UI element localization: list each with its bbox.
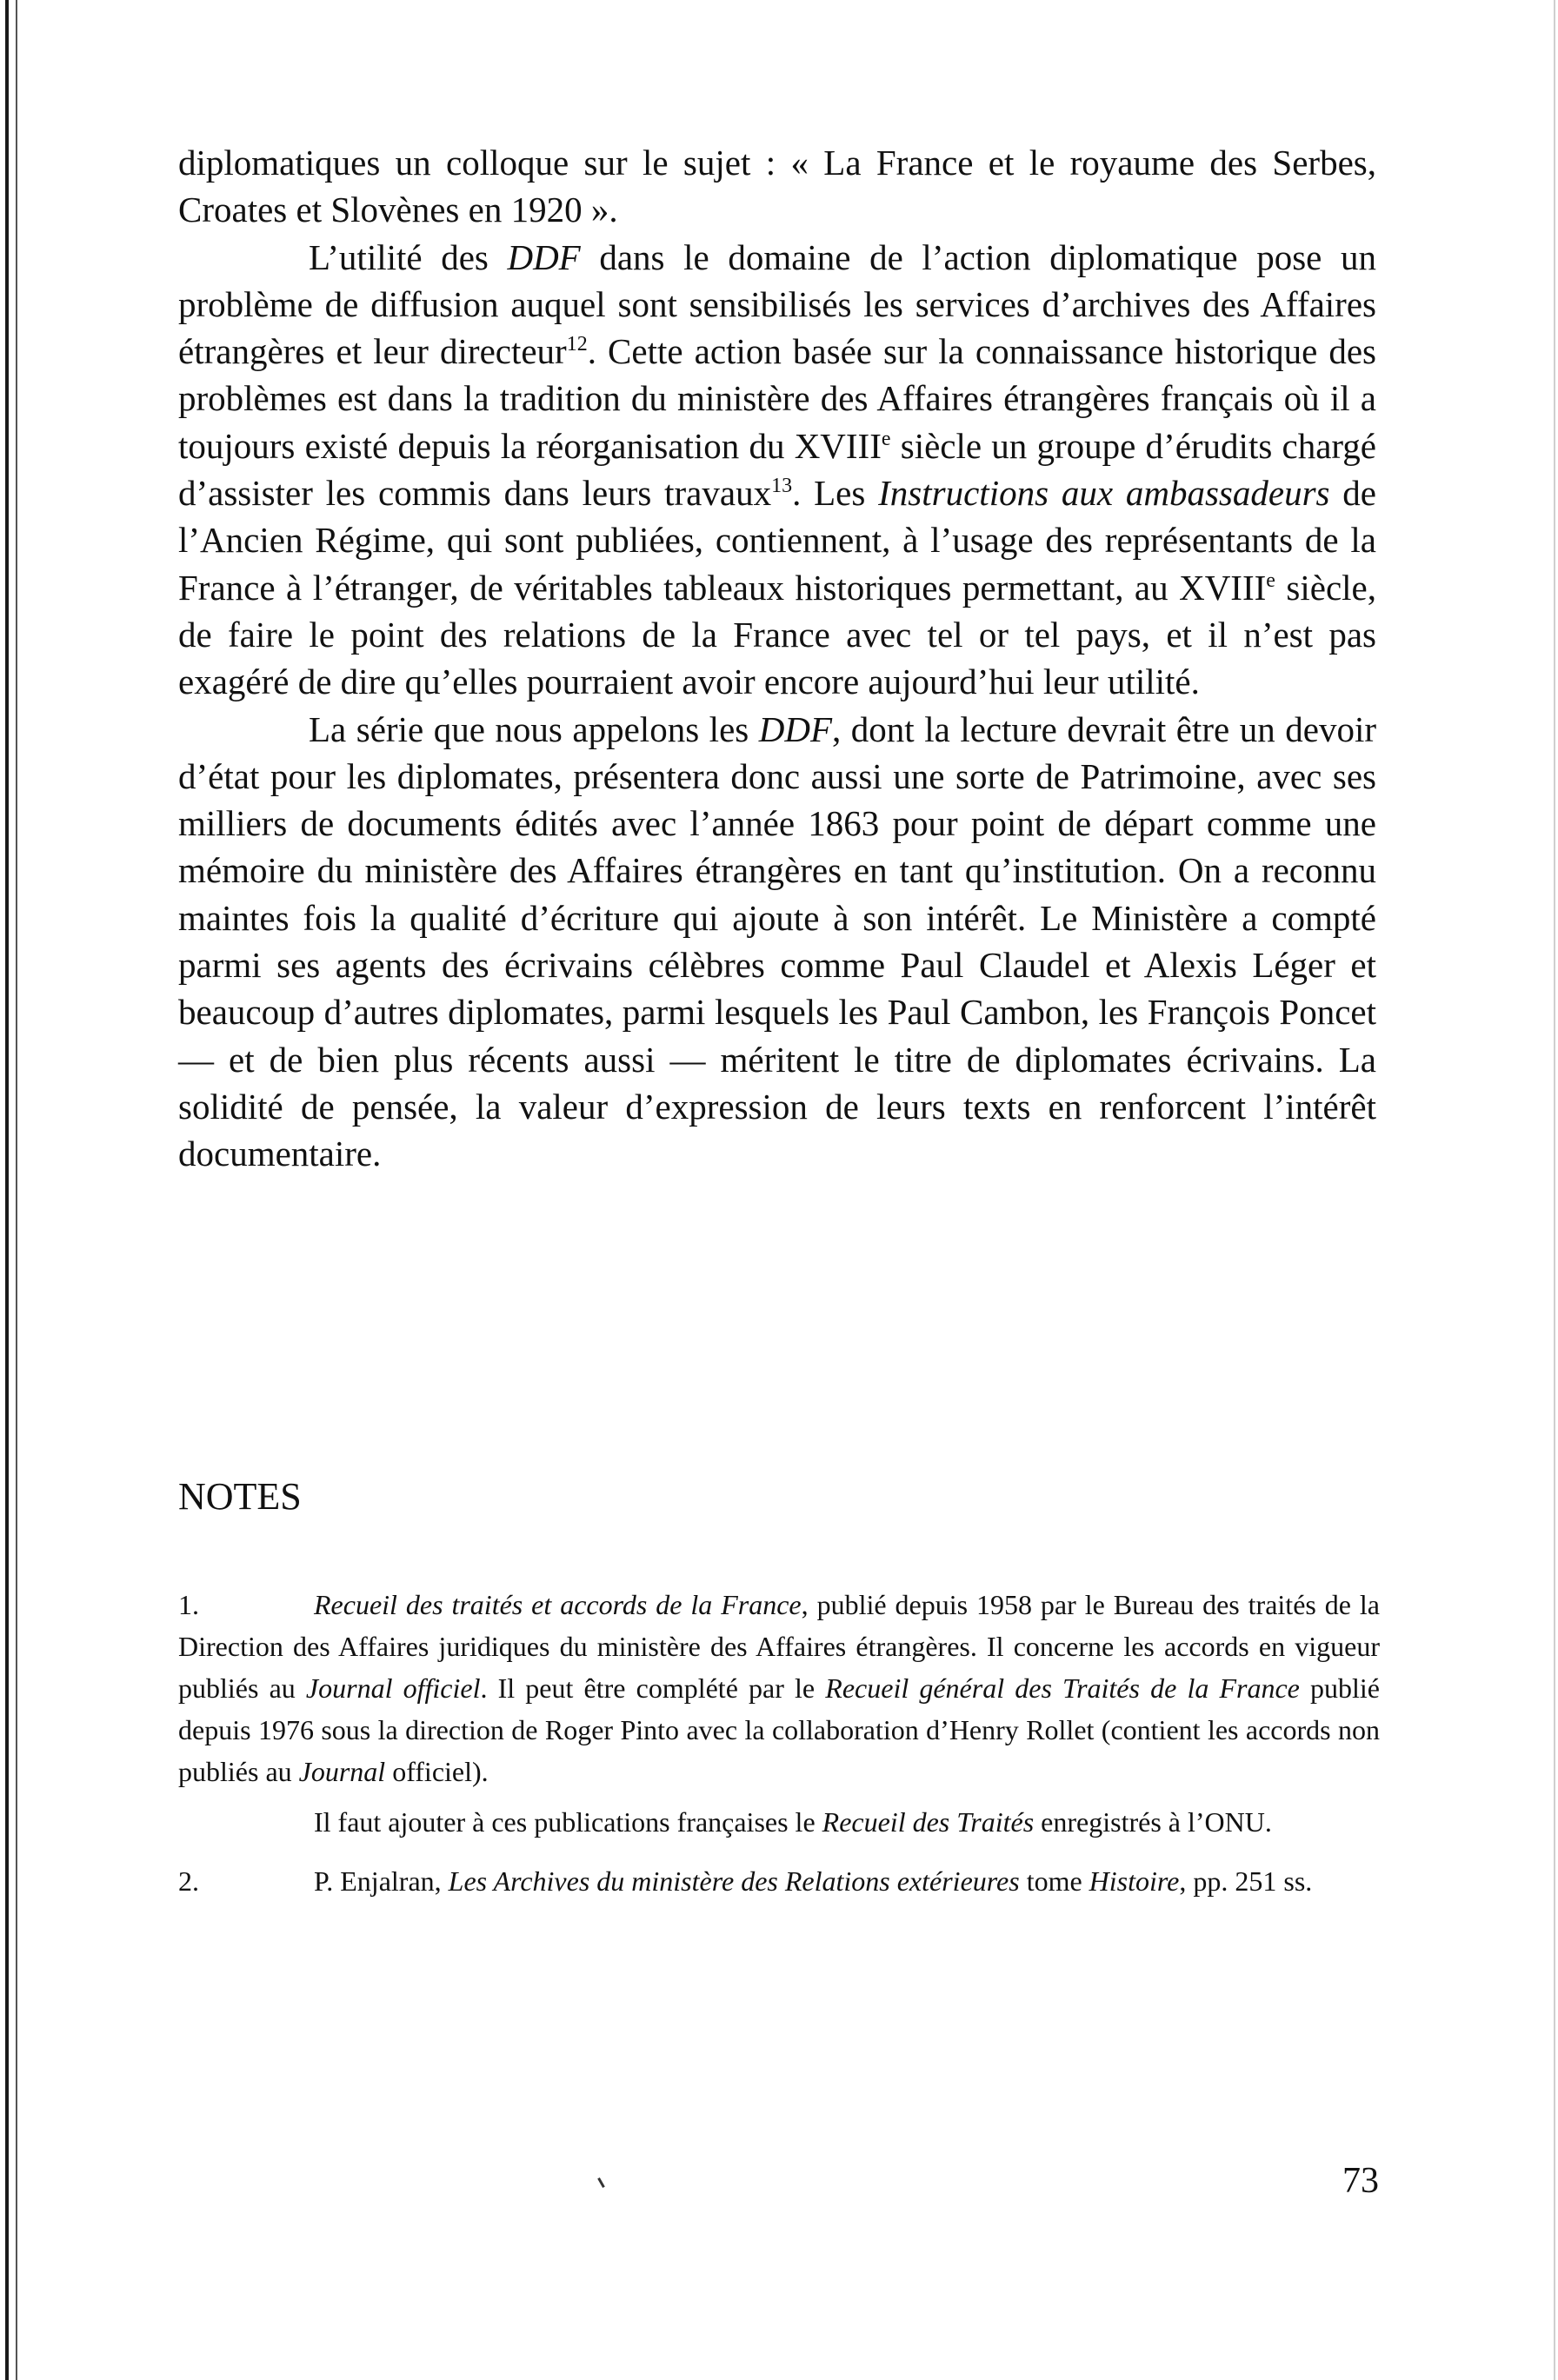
note-number: 2. (178, 1865, 199, 1897)
notes-section (178, 1584, 1380, 1902)
text-run: enregistrés à l’ONU. (1034, 1806, 1272, 1838)
paragraph-2 (178, 234, 1376, 706)
note-1-continuation (178, 1801, 1380, 1843)
italic-run: Instructions aux ambassadeurs (878, 473, 1330, 514)
note-2 (178, 1860, 1380, 1902)
text-run: P. Enjalran, (314, 1865, 449, 1897)
italic-run: Recueil des traités et accords de la France (314, 1589, 802, 1620)
text-run: . Les (792, 473, 879, 514)
note-1 (178, 1584, 1380, 1792)
text-run: de l’Ancien Régime, qui sont publiées, contiennent, à l’usage des représentants de la France à l’étranger, de véritables tableaux historiques permettant, au XVIII (178, 473, 1377, 608)
text-run: tome (1019, 1865, 1089, 1897)
page-number: 73 (1342, 2161, 1379, 2201)
note-number: 1. (178, 1589, 199, 1620)
text-run: L’utilité des (309, 236, 508, 277)
scan-border-left (5, 0, 9, 2380)
italic-run: Histoire (1089, 1865, 1180, 1897)
italic-run: Recueil général des Traités de la France (825, 1672, 1300, 1704)
italic-run: Recueil des Traités (822, 1806, 1035, 1838)
scan-border-left-inner (16, 0, 17, 2380)
text-run: La série que nous appelons les (309, 708, 759, 749)
paragraph-3 (178, 706, 1376, 1178)
text-run: , pp. 251 ss. (1179, 1865, 1313, 1897)
italic-run: DDF (758, 708, 833, 749)
main-text (178, 139, 1376, 1178)
text-run: , dont la lecture devrait être un devoir d’état pour les diplomates, présentera donc aussi une sorte de Patrimoine, avec ses milliers de documents édités avec l’année 1863 pour point de départ comme une mémoire du ministère des Affaires étrangères en tant qu’institution. On a reconnu maintes fois la qualité d’écriture qui ajoute à son intérêt. Le Ministère a compté parmi ses agents des écrivains célèbres comme Paul Claudel et Alexis Léger et beaucoup d’autres diplomates, parmi lesquels les Paul Cambon, les François Poncet — et de bien plus récents aussi — méritent le titre de diplomates écrivains. La solidité de pensée, la valeur d’expression de leurs texts en renforcent l’intérêt documentaire. (178, 708, 1377, 1174)
italic-run: DDF (507, 236, 581, 277)
scan-border-right (1554, 0, 1555, 2380)
text-run: siècle un groupe d’érudits chargé d’assister les commis dans leurs travaux (178, 425, 1376, 514)
notes-heading: NOTES (178, 1475, 302, 1518)
body-text-block (178, 139, 1376, 1178)
italic-run: Journal officiel (305, 1672, 481, 1704)
footnote-ref-13[interactable]: 13 (771, 475, 793, 498)
text-run: . Cette action basée sur la connaissance historique des problèmes est dans la tradition du ministère des Affaires étrangères français où il a toujours existé depuis la réorganisation du XVIII (178, 331, 1377, 466)
italic-run: Journal (298, 1756, 386, 1787)
text-run: dans le domaine de l’action diplomatique pose un problème de diffusion auquel sont sensibilisés les services d’archives des Affaires étrangères et leur directeur (178, 236, 1376, 372)
text-run: Il faut ajouter à ces publications françaises le (314, 1806, 822, 1838)
italic-run: Les Archives du ministère des Relations extérieures (448, 1865, 1020, 1897)
footnote-ref-12[interactable]: 12 (566, 333, 588, 356)
text-run: , publié depuis 1958 par le Bureau des traités de la Direction des Affaires juridiques du ministère des Affaires étrangères. Il concerne les accords en vigueur publiés au (178, 1589, 1381, 1704)
text-run: . Il peut être complété par le (480, 1672, 826, 1704)
text-run: siècle, de faire le point des relations de la France avec tel or tel pays, et il n’est pas exagéré de dire qu’elles pourraient avoir encore aujourd’hui leur utilité. (178, 567, 1376, 702)
scan-speck (597, 2177, 605, 2188)
text-run: publié depuis 1976 sous la direction de Roger Pinto avec la collaboration d’Henry Rollet (contient les accords non publiés au (178, 1672, 1381, 1787)
superscript: e (881, 427, 891, 450)
paragraph-1: diplomatiques un colloque sur le sujet : « La France et le royaume des Serbes, Croates et Slovènes en 1920 ». (178, 143, 1376, 230)
text-run: officiel). (385, 1756, 489, 1787)
superscript: e (1266, 568, 1275, 592)
